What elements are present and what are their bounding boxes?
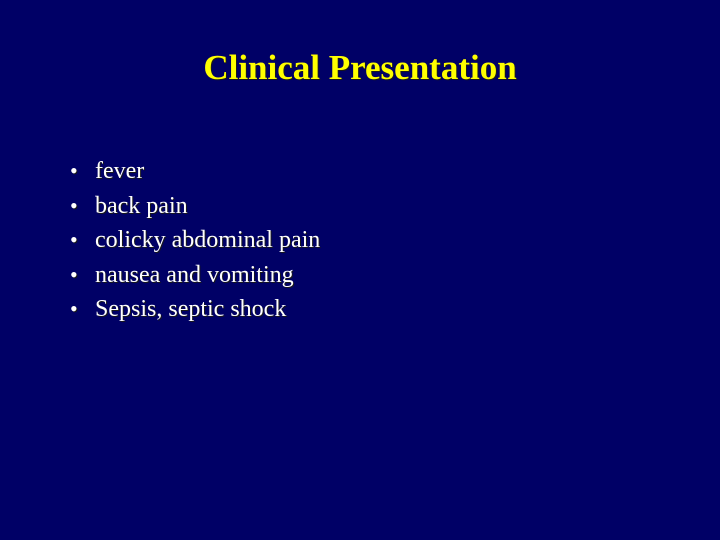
bullet-text: nausea and vomiting bbox=[95, 261, 294, 288]
slide-title: Clinical Presentation bbox=[203, 48, 517, 87]
bullet-text: colicky abdominal pain bbox=[95, 227, 321, 253]
bullet-text: back pain bbox=[95, 192, 188, 219]
bullet-icon: • bbox=[70, 296, 78, 321]
bullet-icon: • bbox=[70, 192, 78, 218]
bullet-icon: • bbox=[70, 227, 78, 252]
bullet-text: Sepsis, septic shock bbox=[95, 296, 287, 322]
bullet-icon: • bbox=[70, 158, 78, 183]
bullet-icon: • bbox=[70, 261, 78, 287]
bullet-text: fever bbox=[95, 158, 145, 184]
